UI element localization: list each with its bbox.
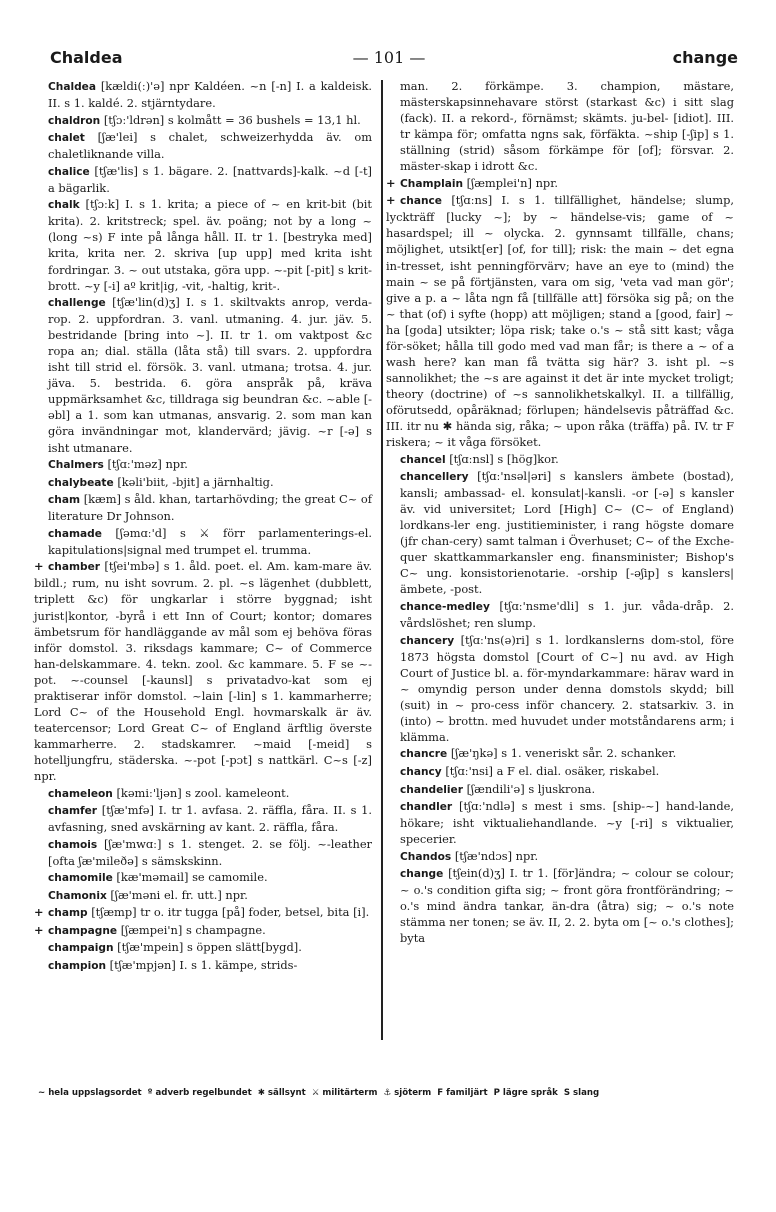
dictionary-entry (400, 781, 734, 798)
definition-text: [tʃɑː'nsi] a F el. dial. osäker, riskabel. (445, 763, 660, 778)
definition-text: [tʃæmp] tr o. itr tugga [på] foder, betsel, bita [i]. (91, 905, 370, 920)
left-column (34, 78, 373, 1044)
dictionary-entry (400, 598, 734, 631)
definition-text: [tʃæ'lis] s 1. bägare. 2. [nattvards]-kalk. ~d [-t] a bägarlik. (48, 163, 372, 195)
headword: chamade (48, 527, 102, 540)
dictionary-entry (34, 904, 372, 921)
definition-text: [ʃæ'mwɑː] s 1. stenget. 2. se följ. ~-leather [ofta ʃæ'mileðə] s sämskskinn. (48, 836, 372, 868)
legend-item: F familjärt (437, 1088, 488, 1098)
definition-text: [tʃɑː'nsəl|əri] s kanslers ämbete (bostad), kansli; ambassad- el. konsulat|-kansli. -or [-ə] s kansler äv. vid universitet; Lord [High] C~ (C~ of England) lordkans-ler eng. justitieminister, i rang högste domare (jfr chan-cery) samt talman i Överhuset; C~ of the Exche-quer skattkammarkansler eng. finansminister; Bishop's C~ ung. konsistorienotarie. -orship [-əʃip] s kanslers|ämbete, -post. (400, 469, 734, 597)
headword: chamois (48, 838, 98, 851)
legend-item: S slang (563, 1088, 600, 1098)
definition-text: [tʃæ'mfə] I. tr 1. avfasa. 2. räffla, fåra. II. s 1. avfasning, sned avskärning av kant. 2. räffla, fåra. (48, 803, 372, 835)
dictionary-entry (48, 474, 372, 491)
headword: chancel (400, 453, 446, 466)
headword: champion (48, 959, 107, 972)
definition-text: [ʃæ'ŋkə] s 1. veneriskt sår. 2. schanker. (450, 746, 677, 761)
column-divider (381, 80, 383, 1040)
headword: change (400, 868, 444, 881)
plus-marker: + (34, 922, 44, 937)
definition-text: [tʃɑː'ns(ə)ri] s 1. lordkanslerns dom-stol, före 1873 högsta domstol [Court of C~] nu avd. av High Court of Justice bl. a. för-myndarkammare: härav ward in ~ omyndig person under denna domstols skydd; bill (suit) in ~ pro-cess inför chancery. 2. statsarkiv. 3. in (into) ~ brottn. med huvudet under motståndarens arm; i klämma. (400, 632, 735, 744)
dictionary-entry (34, 558, 372, 784)
headword: chamfer (48, 805, 98, 818)
plus-marker: + (34, 905, 44, 920)
dictionary-entry (400, 865, 734, 946)
dictionary-entry (400, 451, 734, 468)
dictionary-entry (400, 798, 734, 847)
dictionary-entry (48, 525, 372, 558)
legend-item: P lägre språk (493, 1088, 558, 1098)
definition-text: [tʃæ'mpjən] I. s 1. kämpe, strids- (109, 957, 298, 972)
page-header (40, 48, 738, 72)
dictionary-entry (48, 836, 372, 869)
dictionary-entry (400, 78, 734, 174)
dictionary-entry (48, 456, 372, 473)
definition-text: man. 2. förkämpe. 3. champion, mästare, mästerskapsinnehavare störst (starkast &c) i sitt slag (fack). II. a rekord-, förnämst; skämts. ju-bel- [idiot]. III. tr kämpa för; omfatta ngns sak, förfäkta. ~ship [-ʃip] s 1. ställning (strid) såsom förkämpe för [of]; försvar. 2. mäster-skap i idrott &c. (400, 79, 734, 174)
headword: chancre (400, 748, 448, 761)
definition-text: [ʃæ'lei] s chalet, schweizerhydda äv. om chaletliknande villa. (48, 130, 372, 162)
headword: chamomile (48, 872, 113, 885)
headword: chalice (48, 165, 90, 178)
legend-item: ⚔ militärterm (311, 1088, 378, 1098)
headword: chance (400, 195, 442, 208)
definition-text: [tʃɑː'məz] npr. (107, 457, 188, 472)
plus-marker: + (386, 193, 396, 208)
definition-text: [tʃɔː'ldrən] s kolmått = 36 bushels = 13,1 hl. (103, 112, 361, 127)
dictionary-entry (48, 196, 372, 293)
headword: chandler (400, 801, 453, 814)
definition-text: [ʃəmɑː'd] s ⚔ förr parlamenterings-el. kapitulations|signal med trumpet el. trumma. (48, 525, 372, 557)
dictionary-entry (400, 763, 734, 780)
headword: chandelier (400, 783, 463, 796)
definition-text: [tʃɑː'ndlə] s mest i sms. [ship-~] hand-lande, hökare; isht viktualiehandlande. ~y [-ri] s viktualier, specerier. (400, 799, 735, 847)
right-column (386, 78, 735, 1044)
dictionary-entry (400, 848, 734, 865)
dictionary-entry (34, 922, 372, 939)
dictionary-entry (48, 78, 372, 111)
plus-marker: + (386, 175, 396, 190)
definition-text: [ʃæ'məni el. fr. utt.] npr. (110, 887, 248, 902)
headword: chalk (48, 199, 80, 212)
page-number: — 101 — (352, 48, 426, 67)
dictionary-entry (386, 175, 734, 192)
headword: Chaldea (48, 81, 97, 93)
dictionary-entry (48, 802, 372, 835)
definition-text: [tʃæ'lin(d)ʒ] I. s 1. skiltvakts anrop, verda-rop. 2. uppfordran. 3. vanl. utmaning. 4. jur. jäv. 5. bestridande [bring into ~]. II. tr 1. om vaktpost &c ropa an; dial. ställa (låta stå) till svars. 2. uppfordra isht till strid el. försök. 3. vanl. utmana; trotsa. 4. jur. jäva. 5. bestrida. 6. göra anspråk på, kräva uppmärksamhet &c, tilldraga sig beundran &c. ~able [-əbl] a 1. som kan utmanas, ansvarig. 2. som man kan göra invändningar mot, klandervärd; jävig. ~r [-ə] s isht utmanare. (48, 295, 373, 455)
headword: chaldron (48, 114, 101, 127)
dictionary-entry (400, 632, 734, 745)
dictionary-entry (48, 939, 372, 956)
headword: chamber (48, 561, 101, 574)
headword: chance-medley (400, 601, 490, 613)
legend-item: ✱ sällsynt (257, 1088, 306, 1098)
plus-marker: + (34, 559, 44, 574)
definition-text: [kæm] s åld. khan, tartarhövding; the great C~ of literature Dr Johnson. (48, 492, 372, 524)
definition-text: [tʃæ'mpein] s öppen slätt[bygd]. (117, 940, 302, 955)
definition-text: [tʃɔːk] I. s 1. krita; a piece of ~ en krit-bit (bit krita). 2. kritstreck; spel. äv. poäng; not by a long ~ (long ~s) F inte på långa håll. II. tr 1. [bestryka med] krita, krita ner. 2. skriva [up upp] med krita isht fordringar. 3. ~ out utstaka, göra upp. ~-pit [-pit] s krit-brott. ~y [-i] aº krit|ig, -vit, -haltig, krit-. (48, 197, 372, 293)
headword: Champlain (400, 177, 464, 190)
definition-text: [kəli'biit, -bjit] a järnhaltig. (117, 474, 274, 489)
headword: chancy (400, 765, 442, 778)
dictionary-entry (386, 192, 734, 450)
headword: chancellery (400, 471, 469, 484)
dictionary-entry (48, 785, 372, 802)
dictionary-entry (48, 112, 372, 129)
definition-text: [ʃæmplei'n] npr. (466, 175, 559, 190)
dictionary-entry (400, 468, 734, 597)
definition-text: [tʃæ'ndɔs] npr. (454, 848, 539, 863)
header-last-headword: change (672, 48, 738, 67)
dictionary-entry (48, 957, 372, 974)
dictionary-entry (48, 491, 372, 524)
definition-text: [ʃæmpei'n] s champagne. (120, 922, 266, 937)
headword: champaign (48, 942, 114, 955)
legend-item: º adverb regelbundet (147, 1088, 252, 1098)
dictionary-entry (400, 745, 734, 762)
headword: chalet (48, 132, 85, 145)
headword: Chandos (400, 850, 452, 863)
definition-text: [tʃein(d)ʒ] I. tr 1. [för]ändra; ~ colour se colour; ~ o.'s condition gifta sig; ~ front göra frontförändring; ~ o.'s mind ändra tankar, än-dra (åtra) sig; ~ o.'s note stämma ner tonen; se äv. II, 2. 2. byta om [~ o.'s clothes]; byta (400, 866, 734, 946)
headword: Chamonix (48, 889, 107, 902)
dictionary-entry (48, 887, 372, 904)
dictionary-entry (48, 129, 372, 162)
headword: chameleon (48, 787, 113, 800)
legend-item: ~ hela uppslagsordet (38, 1088, 142, 1098)
dictionary-entry (48, 869, 372, 886)
headword: cham (48, 494, 81, 507)
legend-item: ⚓ sjöterm (383, 1088, 432, 1098)
definition-text: [tʃɑːns] I. s 1. tillfällighet, händelse; slump, lyckträff [lucky ~]; by ~ händelse-vis; game of ~ hasardspel; ill ~ olycka. 2. gynnsamt tillfälle, chans; möjlighet, utsikt[er] [of, for till]; risk: the main ~ det egna in-tresset, isht penningförvärv; have an eye to (mind) the main ~ se på förtjänsten, vara om sig, 'veta vad man gör'; give a p. a ~ låta ngn få [tillfälle att] försöka sig på; on the ~ that (of) i syfte (hopp) att möjligen; stand a [good, fair] ~ ha [goda] utsikter; löpa risk; take o.'s ~ stå sitt kast; våga för-söket; hålla till godo med vad man får; is there a ~ of a wash here? kan man få tvätta sig här? 3. isht pl. ~s sannolikhet; the ~s are against it det är inte mycket troligt; theory (doctrine) of ~s sannolikhetskalkyl. II. a tillfällig, oförutsedd, opåräknad; förlupen; händelsevis påträffad &c. III. itr nu ✱ hända sig, råka; ~ upon råka (träffa) på. IV. tr F riskera; ~ it våga försöket. (386, 193, 735, 450)
definition-text: [tʃɑː'nsme'dli] s 1. jur. våda-dråp. 2. vårdslöshet; ren slump. (400, 599, 734, 631)
headword: challenge (48, 297, 106, 310)
headword: chancery (400, 634, 455, 647)
headword: chalybeate (48, 476, 114, 489)
dictionary-entry (48, 294, 372, 455)
definition-text: [kældi(ː)'ə] npr Kaldéen. ~n [-n] I. a kaldeisk. II. s 1. kaldé. 2. stjärntydare. (48, 79, 372, 111)
definition-text: [kəmiː'ljən] s zool. kameleont. (116, 785, 290, 800)
header-first-headword: Chaldea (50, 48, 123, 67)
dictionary-entry (48, 163, 372, 196)
headword: champagne (48, 924, 118, 937)
definition-text: [tʃɑːnsl] s [hög]kor. (449, 451, 559, 466)
abbreviation-legend (38, 1088, 746, 1098)
definition-text: [kæ'məmail] se camomile. (116, 870, 268, 885)
headword: champ (48, 907, 88, 920)
definition-text: [ʃændili'ə] s ljuskrona. (466, 781, 596, 796)
headword: Chalmers (48, 459, 104, 472)
definition-text: [tʃei'mbə] s 1. åld. poet. el. Am. kam-mare äv. bildl.; rum, nu isht sovrum. 2. pl. ~s lägenhet (dubblett, triplett &c) för ungkarlar i större byggnad; isht jurist|kontor, -byrå i ett Inn of Court; kontor; domares ämbetsrum för handläggande av mål som ej behöva föras inför domstol. 3. riksdags kammare; C~ of Commerce han-delskammare. 4. tekn. zool. &c kammare. 5. F se ~-pot. ~-counsel [-kaunsl] s privatadvo-kat som ej praktiserar inför domstol. ~lain [-lin] s 1. kammarherre; Lord C~ of the Household Engl. hovmarskalk är äv. teatercensor; Lord Great C~ of England ärftlig överste kammarherre. 2. stadskamrer. ~maid [-meid] s hotelljungfru, städerska. ~-pot [-pɔt] s nattkärl. C~s [-z] npr. (34, 559, 372, 783)
